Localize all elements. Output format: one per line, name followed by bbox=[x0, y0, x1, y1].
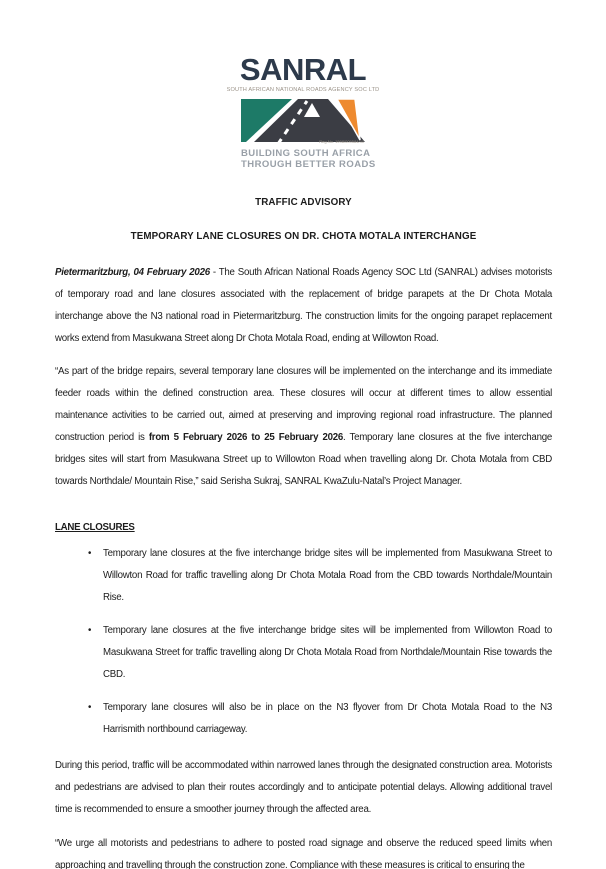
quote1-tail: . Temporary lane closures at the five interchange bridges sites will start from Masukwana Street up to Willowton Road when travelling along Dr. Chota Motala from CBD towards Northdale/ Mountain Rise,” said Serisha Sukraj, SANRAL KwaZulu-Natal’s Project Manager. bbox=[55, 432, 552, 487]
document-title: TEMPORARY LANE CLOSURES ON DR. CHOTA MOTALA INTERCHANGE bbox=[130, 231, 477, 242]
paragraph-quote-2: “We urge all motorists and pedestrians to adhere to posted road signage and observe the reduced speed limits when approaching and travelling through the construction zone. Compliance with these measures is critical to ensuring the bbox=[55, 838, 552, 869]
advisory-heading: TRAFFIC ADVISORY bbox=[255, 197, 352, 208]
sanral-subtitle: SOUTH AFRICAN NATIONAL ROADS AGENCY SOC LTD bbox=[226, 87, 380, 93]
paragraph-quote-1 bbox=[55, 361, 552, 493]
sanral-wordmark: SANRAL bbox=[239, 52, 367, 87]
bullet-text-northdale-to-cbd: Temporary lane closures at the five interchange bridge sites will be implemented from Willowton Road to Masukwana Street for traffic travelling along Dr Chota Motala Road from Northdale/Mountain Rise towards the CBD. bbox=[103, 625, 552, 680]
bullet-text-n3-flyover: Temporary lane closures will also be in place on the N3 flyover from Dr Chota Motala Road to the N3 Harrismith northbound carriageway. bbox=[103, 702, 552, 735]
sanral-logo bbox=[0, 0, 606, 170]
lane-closures-heading: LANE CLOSURES bbox=[55, 522, 135, 533]
construction-period: from 5 February 2026 to 25 February 2026 bbox=[148, 432, 343, 443]
list-item bbox=[55, 697, 552, 741]
lane-closures-list bbox=[55, 543, 552, 741]
tagline-line-1: BUILDING SOUTH AFRICA bbox=[241, 148, 371, 159]
bullet-icon: • bbox=[88, 702, 92, 713]
document-body bbox=[55, 262, 552, 869]
list-item bbox=[55, 543, 552, 609]
list-item bbox=[55, 620, 552, 686]
bullet-icon: • bbox=[88, 625, 92, 636]
sanral-emblem bbox=[241, 98, 365, 146]
sanral-tagline bbox=[241, 148, 376, 170]
bullet-text-cbd-to-northdale: Temporary lane closures at the five interchange bridge sites will be implemented from Masukwana Street to Willowton Road for traffic travelling along Dr Chota Motala Road from the CBD towards Northdale/Mountain Rise. bbox=[103, 548, 552, 603]
paragraph-traffic-advice: During this period, traffic will be accommodated within narrowed lanes through the designated construction area. Motorists and pedestrians are advised to plan their routes accordingly and to anticipate potential delays. Allowing additional travel time is recommended to ensure a smoother journey through the affected area. bbox=[55, 760, 552, 815]
tagline-line-2: THROUGH BETTER ROADS bbox=[241, 158, 376, 170]
paragraph-intro-text: - The South African National Roads Agency SOC Ltd (SANRAL) advises motorists of temporary road and lane closures associated with the replacement of bridge parapets at the Dr Chota Motala interchange above the N3 national road in Pietermaritzburg. The construction limits for the ongoing parapet replacement works extend from Masukwana Street along Dr Chota Motala Road, ending at Willowton Road. bbox=[55, 267, 552, 344]
dateline: Pietermaritzburg, 04 February 2026 bbox=[55, 267, 210, 278]
bullet-icon: • bbox=[88, 548, 92, 559]
paragraph-intro bbox=[55, 262, 552, 350]
registration-number: Reg.No. 1998/009584/30 bbox=[319, 139, 364, 144]
quote1-lead: “As part of the bridge repairs, several temporary lane closures will be implemented on the interchange and its immediate feeder roads within the defined construction area. These closures will occur at different times to allow essential maintenance activities to be carried out, aimed at preserving and improving regional road infrastructure. The planned construction period is bbox=[55, 366, 552, 443]
